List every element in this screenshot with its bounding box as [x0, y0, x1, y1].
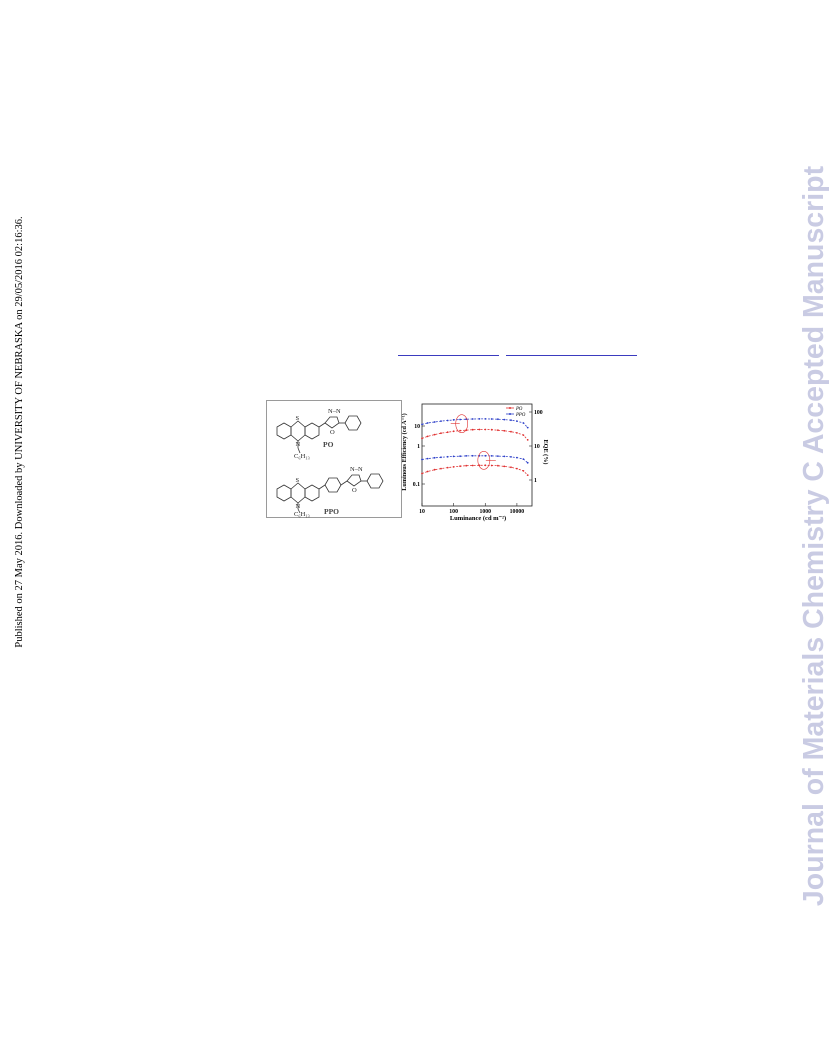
x-tick-label: 10000 [509, 509, 525, 515]
azo-label: N–N [328, 408, 341, 415]
data-point [479, 418, 481, 420]
data-point [453, 419, 455, 421]
oxadiazole-ring [325, 417, 339, 428]
data-point [434, 469, 436, 471]
thiazine-ring [291, 421, 305, 441]
legend-entry-ppo: PPO [516, 412, 526, 418]
x-axis-label: Luminance (cd m⁻²) [449, 515, 507, 522]
data-point [472, 455, 474, 457]
efficiency-chart [400, 396, 552, 524]
y-tick-label-left: 1 [417, 444, 420, 450]
data-point [497, 429, 499, 431]
data-point [516, 432, 518, 434]
data-point [523, 458, 525, 460]
data-point [427, 471, 429, 473]
y-axis-label-left: Luminous Efficiency (cd A⁻¹) [401, 413, 408, 491]
data-point [472, 418, 474, 420]
data-point [503, 466, 505, 468]
data-point [503, 419, 505, 421]
data-point [503, 430, 505, 432]
data-point [484, 455, 486, 457]
publication-note: Published on 27 May 2016. Downloaded by UNIVERSITY OF NEBRASKA on 29/05/2016 02:16:36. [14, 216, 25, 648]
data-point [453, 466, 455, 468]
data-point [491, 455, 493, 457]
y-tick-label-right: 10 [534, 444, 540, 450]
data-point [516, 420, 518, 422]
y-tick-label-left: 0.1 [412, 482, 420, 488]
data-point [440, 420, 442, 422]
data-point [472, 429, 474, 431]
legend-marker [509, 407, 511, 409]
data-point [453, 430, 455, 432]
data-point [523, 422, 525, 424]
benzene-ring [277, 423, 291, 439]
plot-frame [422, 404, 532, 506]
data-point [434, 434, 436, 436]
data-point [484, 464, 486, 466]
sulfur-atom-label: S [295, 415, 300, 422]
data-point [440, 468, 442, 470]
data-point [434, 457, 436, 459]
benzene-ring [305, 423, 319, 439]
alkyl-chain-label: C₆H₁₃ [294, 453, 310, 460]
series-line-po-efficiency [422, 430, 528, 440]
benzene-ring [305, 485, 319, 501]
data-point [472, 465, 474, 467]
nitrogen-atom-label: N [295, 441, 301, 448]
data-point [459, 430, 461, 432]
hyperlink-underline[interactable] [398, 355, 499, 356]
benzene-ring [277, 485, 291, 501]
data-point [459, 465, 461, 467]
oxygen-atom-label: O [352, 487, 357, 494]
data-point [516, 457, 518, 459]
data-point [440, 432, 442, 434]
legend-entry-po: PO [516, 406, 523, 412]
data-point [427, 422, 429, 424]
y-axis-label-right: EQE (%) [542, 439, 549, 465]
thiazine-ring [291, 483, 305, 503]
data-point [510, 456, 512, 458]
data-point [484, 429, 486, 431]
data-point [447, 456, 449, 458]
alkyl-chain-label: C₆H₁₃ [294, 511, 310, 518]
data-point [527, 427, 529, 429]
data-point [491, 418, 493, 420]
data-point [523, 470, 525, 472]
data-point [497, 465, 499, 467]
x-tick-label: 100 [449, 509, 458, 515]
chemical-structures-drawing [267, 401, 401, 517]
phenyl-ring [345, 416, 361, 430]
data-point [427, 458, 429, 460]
data-point [510, 466, 512, 468]
oxygen-atom-label: O [330, 429, 335, 436]
data-point [427, 436, 429, 438]
oxadiazole-ring [347, 475, 361, 486]
data-point [503, 456, 505, 458]
data-point [510, 431, 512, 433]
compound-label-ppo: PPO [324, 507, 339, 516]
y-tick-label-left: 10 [414, 424, 420, 430]
data-point [447, 467, 449, 469]
data-point [491, 465, 493, 467]
y-tick-label-right: 100 [534, 410, 543, 416]
x-tick-label: 1000 [479, 509, 492, 515]
sulfur-atom-label: S [295, 477, 300, 484]
molecular-structures-panel [266, 400, 402, 518]
data-point [459, 455, 461, 457]
data-point [527, 462, 529, 464]
x-tick-label: 10 [419, 509, 425, 515]
efficiency-plot [400, 396, 552, 524]
data-point [421, 424, 423, 426]
journal-watermark: Journal of Materials Chemistry C Accepted Manuscript [798, 165, 830, 907]
graphical-abstract-figure [262, 396, 552, 524]
data-point [527, 474, 529, 476]
data-point [484, 418, 486, 420]
data-point [527, 439, 529, 441]
data-point [465, 465, 467, 467]
data-point [421, 459, 423, 461]
data-point [440, 456, 442, 458]
data-point [453, 456, 455, 458]
data-point [447, 420, 449, 422]
data-point [523, 434, 525, 436]
y-tick-label-right: 1 [534, 478, 537, 484]
data-point [510, 419, 512, 421]
data-point [516, 468, 518, 470]
nitrogen-atom-label: N [295, 503, 301, 510]
data-point [459, 419, 461, 421]
series-line-po-eqe [422, 465, 528, 475]
data-point [497, 418, 499, 420]
phenyl-ring [367, 474, 383, 488]
data-point [447, 431, 449, 433]
data-point [497, 455, 499, 457]
legend-marker [509, 413, 511, 415]
data-point [421, 473, 423, 475]
compound-label-po: PO [323, 440, 334, 449]
phenylene-ring [325, 478, 341, 492]
azo-label: N–N [350, 466, 363, 473]
data-point [491, 429, 493, 431]
data-point [434, 421, 436, 423]
data-point [465, 455, 467, 457]
data-point [421, 438, 423, 440]
hyperlink-underline[interactable] [506, 355, 637, 356]
data-point [479, 429, 481, 431]
